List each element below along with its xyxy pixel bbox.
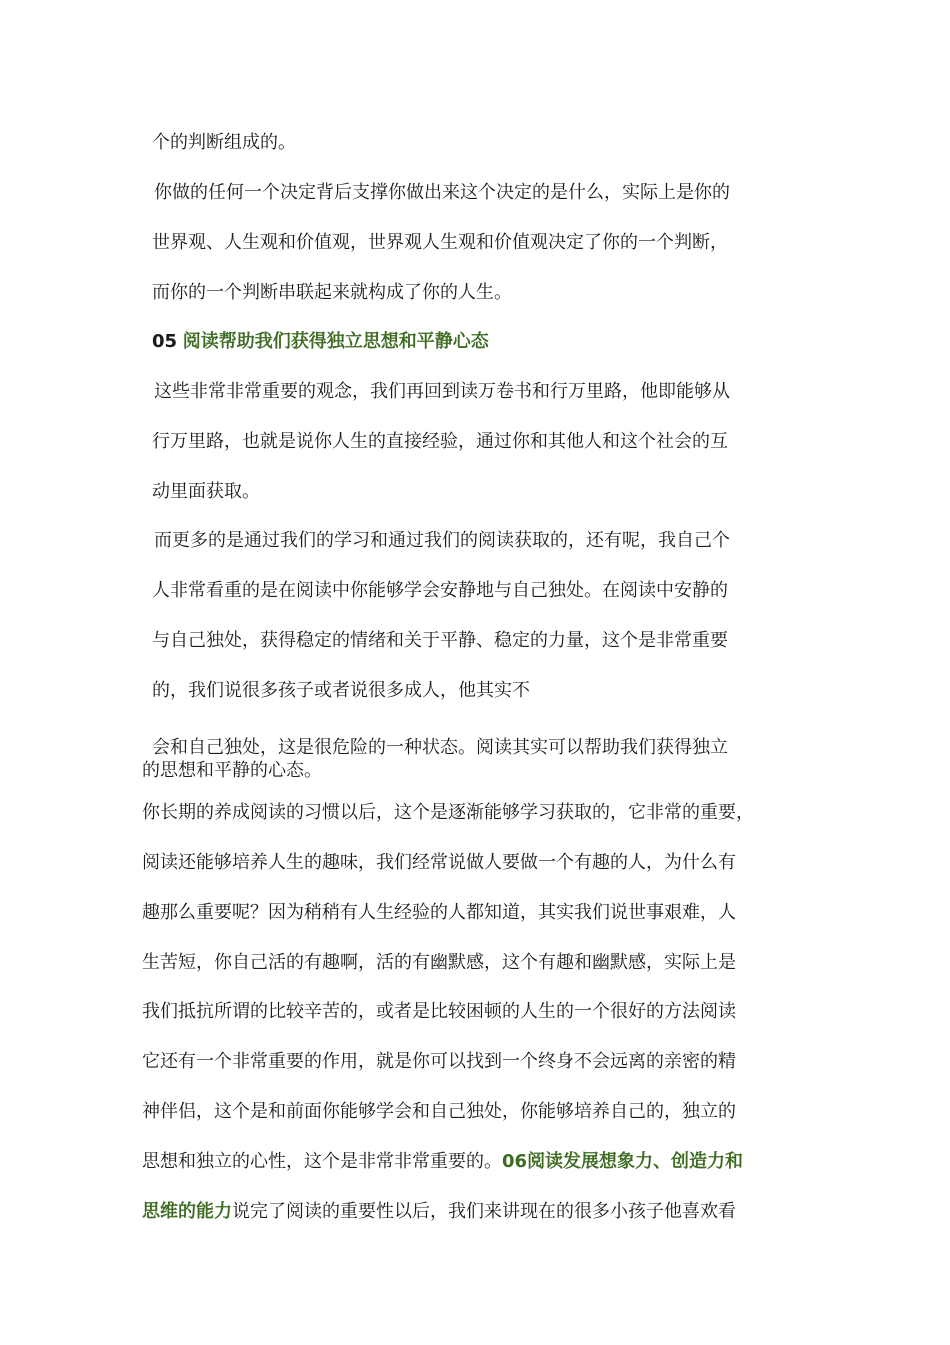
- paragraph-line: 它还有一个非常重要的作用，就是你可以找到一个终身不会远离的亲密的精: [142, 1051, 736, 1072]
- paragraph-line: 我们抵抗所谓的比较辛苦的，或者是比较困顿的人生的一个很好的方法阅读: [142, 1001, 736, 1022]
- paragraph-line: 动里面获取。: [152, 481, 260, 502]
- paragraph-line: 生苦短，你自己活的有趣啊，活的有幽默感，这个有趣和幽默感，实际上是: [142, 952, 736, 973]
- paragraph-text: 思想和独立的心性，这个是非常非常重要的。: [142, 1151, 502, 1172]
- section-heading-06-cont: 思维的能力: [142, 1201, 232, 1222]
- heading-number-06: 06: [502, 1151, 528, 1172]
- paragraph-line: 个的判断组成的。: [152, 132, 296, 153]
- paragraph-line: 与自己独处，获得稳定的情绪和关于平静、稳定的力量，这个是非常重要: [152, 630, 728, 651]
- paragraph-line: 而你的一个判断串联起来就构成了你的人生。: [152, 282, 512, 303]
- heading-text: 阅读帮助我们获得独立思想和平静心态: [182, 331, 489, 352]
- paragraph-line: 的思想和平静的心态。: [142, 760, 322, 781]
- paragraph-line: 会和自己独处，这是很危险的一种状态。阅读其实可以帮助我们获得独立: [152, 737, 728, 758]
- paragraph-line: [142, 1150, 743, 1174]
- section-heading-05: [152, 330, 489, 354]
- paragraph-line: 的，我们说很多孩子或者说很多成人，他其实不: [152, 680, 530, 701]
- paragraph-line: 阅读还能够培养人生的趣味，我们经常说做人要做一个有趣的人，为什么有: [142, 852, 736, 873]
- paragraph-line: 而更多的是通过我们的学习和通过我们的阅读获取的，还有呢，我自己个: [154, 530, 730, 551]
- paragraph-line: 神伴侣，这个是和前面你能够学会和自己独处，你能够培养自己的，独立的: [142, 1101, 736, 1122]
- section-heading-06: 阅读发展想象力、创造力和: [527, 1151, 744, 1172]
- paragraph-line: 人非常看重的是在阅读中你能够学会安静地与自己独处。在阅读中安静的: [152, 580, 728, 601]
- heading-number: 05: [152, 331, 178, 352]
- paragraph-line: 行万里路，也就是说你人生的直接经验，通过你和其他人和这个社会的互: [152, 431, 728, 452]
- paragraph-text: 说完了阅读的重要性以后，我们来讲现在的很多小孩子他喜欢看: [232, 1201, 736, 1222]
- paragraph-line: 世界观、人生观和价值观，世界观人生观和价值观决定了你的一个判断，: [152, 232, 728, 253]
- paragraph-line: 你长期的养成阅读的习惯以后，这个是逐渐能够学习获取的，它非常的重要，: [142, 802, 754, 823]
- paragraph-line: 这些非常非常重要的观念，我们再回到读万卷书和行万里路，他即能够从: [154, 381, 730, 402]
- paragraph-line: 你做的任何一个决定背后支撑你做出来这个决定的是什么，实际上是你的: [154, 182, 730, 203]
- paragraph-line: 趣那么重要呢？因为稍稍有人生经验的人都知道，其实我们说世事艰难，人: [142, 902, 736, 923]
- paragraph-line: [142, 1200, 736, 1224]
